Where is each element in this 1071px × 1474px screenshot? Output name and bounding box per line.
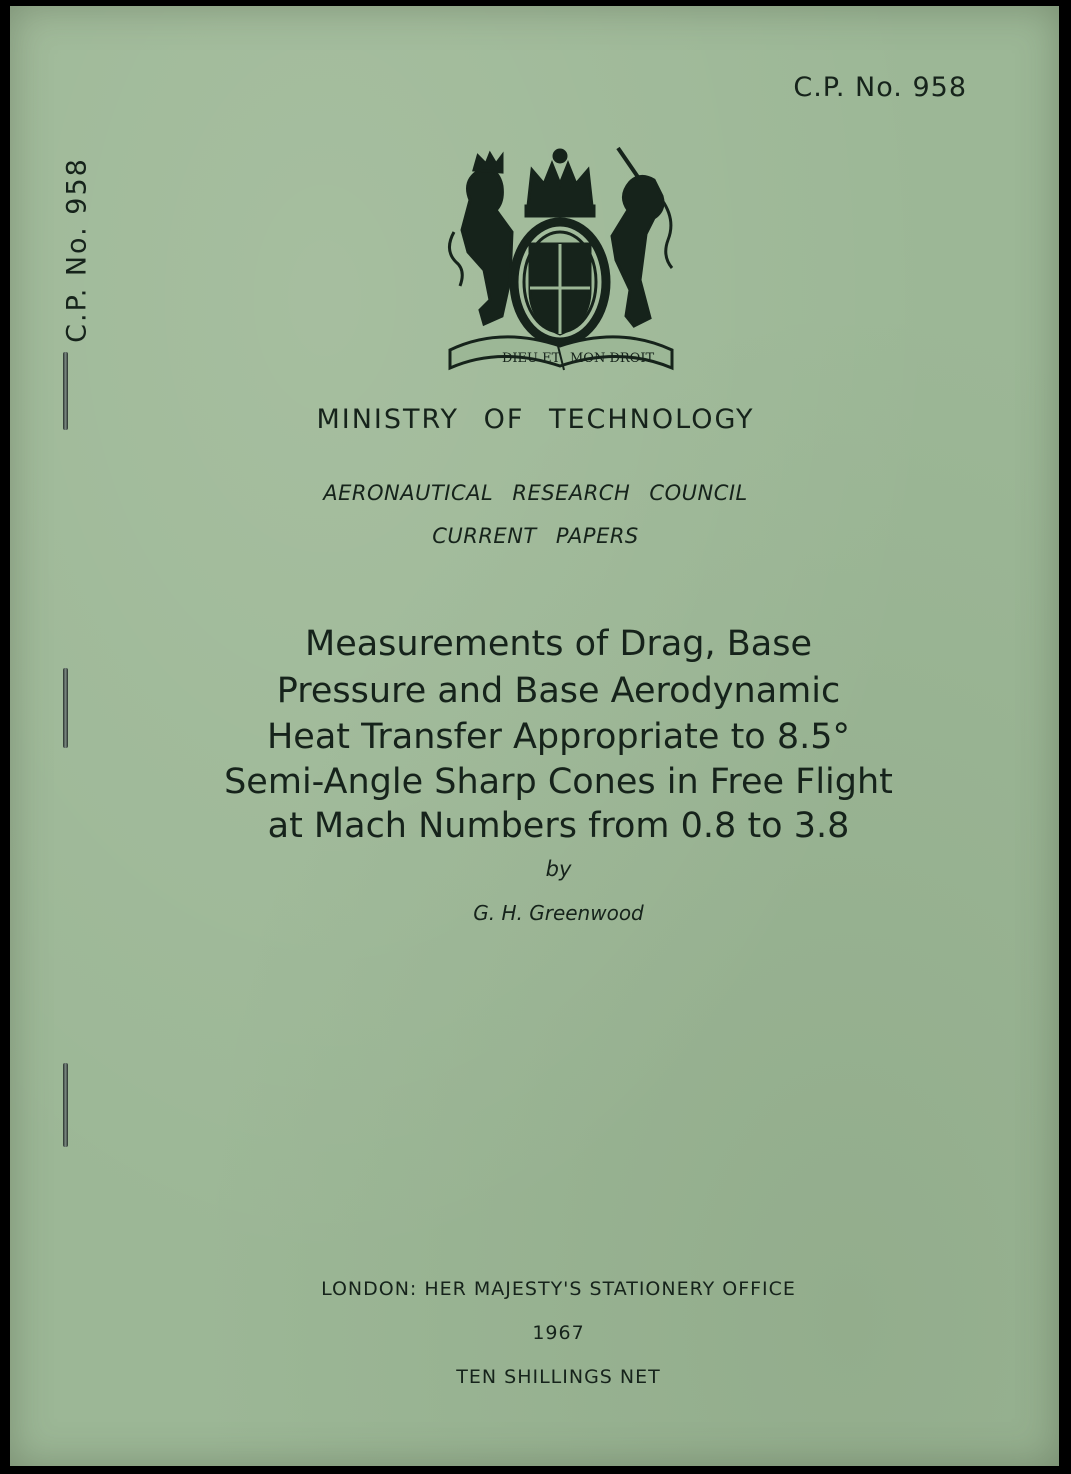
council-name: AERONAUTICAL RESEARCH COUNCIL bbox=[323, 481, 748, 505]
cp-number: C.P. No. 958 bbox=[793, 72, 967, 103]
publication-year: 1967 bbox=[532, 1322, 585, 1344]
document-title-line: Measurements of Drag, Base bbox=[305, 624, 812, 664]
document-title-line: Semi-Angle Sharp Cones in Free Flight bbox=[224, 762, 893, 802]
spine-label: C.P. No. 958 bbox=[61, 157, 93, 343]
svg-text:DIEU ET: DIEU ET bbox=[502, 351, 561, 366]
document-title-line: Heat Transfer Appropriate to 8.5° bbox=[266, 717, 850, 757]
staple-bottom bbox=[63, 1063, 68, 1147]
author-name: G. H. Greenwood bbox=[473, 901, 644, 925]
byline-label: by bbox=[545, 857, 572, 881]
document-title-line: Pressure and Base Aerodynamic bbox=[276, 671, 841, 711]
royal-coat-of-arms-icon bbox=[440, 140, 680, 376]
document-title-line: at Mach Numbers from 0.8 to 3.8 bbox=[267, 806, 850, 846]
price-line: TEN SHILLINGS NET bbox=[456, 1366, 661, 1388]
publisher-line: LONDON: HER MAJESTY'S STATIONERY OFFICE bbox=[321, 1278, 796, 1300]
ministry-heading: MINISTRY OF TECHNOLOGY bbox=[316, 404, 755, 435]
series-name: CURRENT PAPERS bbox=[432, 524, 639, 548]
svg-text:MON DROIT: MON DROIT bbox=[570, 351, 655, 366]
